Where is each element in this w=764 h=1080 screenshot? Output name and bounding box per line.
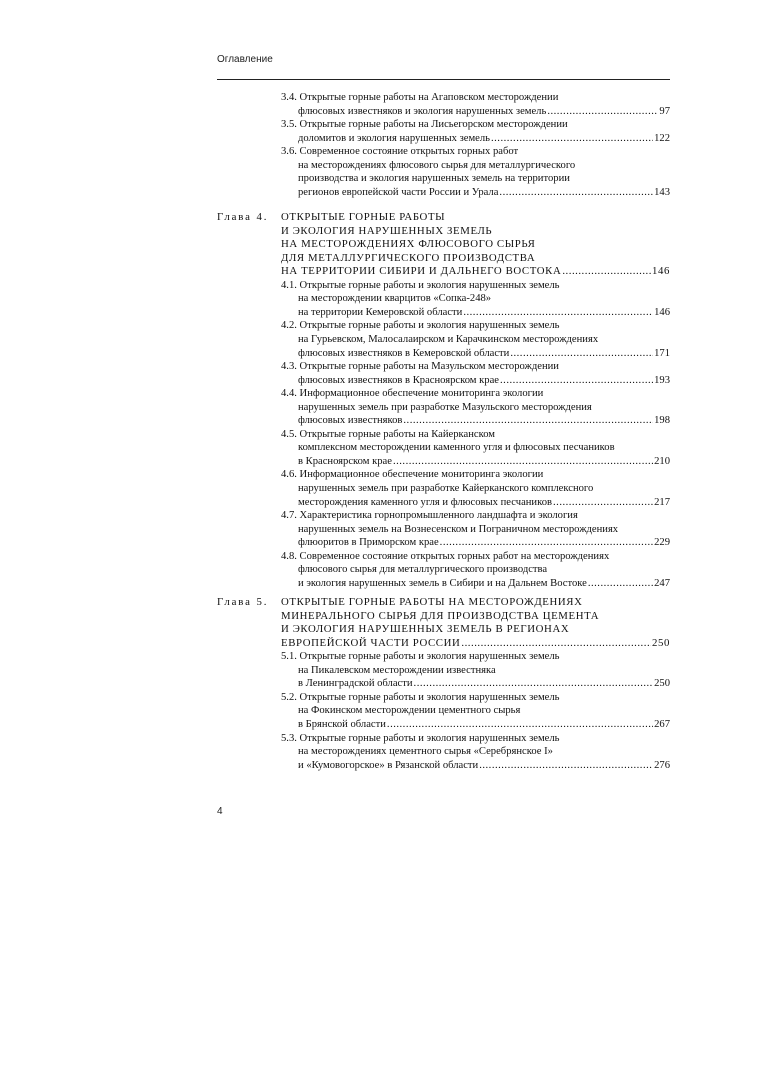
toc-line-text: 4.7. Характеристика горнопромышленного ландшафта и экология <box>281 510 578 522</box>
toc-entry-text: флюсовых известняков <box>298 415 403 427</box>
page-number: 4 <box>217 806 223 817</box>
toc-entry-link[interactable] <box>298 718 670 731</box>
toc-entry-link[interactable] <box>298 455 670 468</box>
dot-leader <box>463 306 653 319</box>
toc-line <box>281 360 559 373</box>
toc-line <box>281 428 495 441</box>
toc-line-text: МИНЕРАЛЬНОГО СЫРЬЯ ДЛЯ ПРОИЗВОДСТВА ЦЕМЕНТА <box>281 609 600 622</box>
toc-page-number: 143 <box>654 186 670 198</box>
toc-entry-link[interactable] <box>298 536 670 549</box>
toc-line-text: И ЭКОЛОГИЯ НАРУШЕННЫХ ЗЕМЕЛЬ <box>281 224 493 237</box>
toc-page-number: 97 <box>659 105 670 117</box>
toc-line <box>298 441 615 454</box>
toc-line <box>298 292 491 305</box>
toc-line <box>298 704 520 717</box>
toc-line-text: 4.1. Открытые горные работы и экология нарушенных земель <box>281 279 560 291</box>
toc-entry-text: флюсовых известняков в Кемеровской области <box>298 347 510 359</box>
toc-line <box>298 523 618 536</box>
toc-entry-text: НА ТЕРРИТОРИИ СИБИРИ И ДАЛЬНЕГО ВОСТОКА <box>281 265 562 278</box>
toc-line <box>281 596 583 609</box>
toc-entry-text: флюоритов в Приморском крае <box>298 537 439 549</box>
toc-line <box>298 563 547 576</box>
toc-entry-link[interactable] <box>281 637 670 650</box>
toc-page-number: 146 <box>652 265 670 278</box>
toc-line-text: ДЛЯ МЕТАЛЛУРГИЧЕСКОГО ПРОИЗВОДСТВА <box>281 251 536 264</box>
toc-page-number: 122 <box>654 132 670 144</box>
toc-line <box>298 482 593 495</box>
toc-line <box>281 279 559 292</box>
toc-line-text: на Гурьевском, Малосалаирском и Карачкинском месторождениях <box>298 333 599 345</box>
dot-leader <box>414 677 654 690</box>
dot-leader <box>553 496 653 509</box>
toc-line <box>298 333 598 346</box>
toc-line <box>298 401 592 414</box>
toc-entry-text: флюсовых известняков и экология нарушенных земель <box>298 105 547 117</box>
toc-line-text: на месторождениях флюсового сырья для металлургического <box>298 159 576 171</box>
toc-page-number: 198 <box>654 415 670 427</box>
toc-line-text: 4.5. Открытые горные работы на Кайерканском <box>281 428 496 440</box>
toc-entry-text: и экология нарушенных земель в Сибири и на Дальнем Востоке <box>298 577 587 589</box>
toc-entry-text: и «Кумовогорское» в Рязанской области <box>298 759 479 771</box>
toc-entry-link[interactable] <box>281 265 670 278</box>
toc-line-text: нарушенных земель при разработке Мазульского месторождения <box>298 401 592 413</box>
toc-entry-link[interactable] <box>298 414 670 427</box>
dot-leader <box>387 718 653 731</box>
chapter-label: Глава 5. <box>217 596 269 608</box>
toc-line-text: производства и экология нарушенных земель на территории <box>298 173 570 185</box>
toc-line <box>281 610 599 623</box>
toc-entry-link[interactable] <box>298 347 670 360</box>
toc-line <box>281 732 559 745</box>
toc-line-text: 5.2. Открытые горные работы и экология нарушенных земель <box>281 691 560 703</box>
toc-line <box>281 550 609 563</box>
dot-leader <box>499 186 653 199</box>
toc-page-number: 247 <box>654 577 670 589</box>
toc-entry-text: доломитов и экология нарушенных земель <box>298 132 490 144</box>
toc-line-text: 4.4. Информационное обеспечение мониторинга экологии <box>281 388 544 400</box>
dot-leader <box>562 265 651 278</box>
toc-line-text: 3.4. Открытые горные работы на Агаповском месторождении <box>281 92 559 103</box>
toc-line <box>298 172 570 185</box>
dot-leader <box>479 759 653 772</box>
toc-entry-link[interactable] <box>298 105 670 118</box>
toc-line-text: на Пикалевском месторождении известняка <box>298 664 496 676</box>
toc-line <box>281 387 543 400</box>
toc-line <box>281 118 568 131</box>
toc-entry-link[interactable] <box>298 496 670 509</box>
toc-line-text: флюсового сырья для металлургического производства <box>298 564 548 576</box>
toc-line-text: 5.3. Открытые горные работы и экология нарушенных земель <box>281 732 560 744</box>
dot-leader <box>491 132 653 145</box>
toc-line-text: на месторождениях цементного сырья «Серебрянское I» <box>298 746 553 758</box>
toc-line <box>281 225 492 238</box>
toc-entry-link[interactable] <box>298 759 670 772</box>
toc-line-text: 5.1. Открытые горные работы и экология нарушенных земель <box>281 651 560 663</box>
toc-line <box>281 145 518 158</box>
dot-leader <box>588 577 653 590</box>
toc-line <box>281 238 535 251</box>
toc-page-number: 267 <box>654 718 670 730</box>
toc-entry-link[interactable] <box>298 677 670 690</box>
toc-line <box>281 211 445 224</box>
dot-leader <box>510 347 653 360</box>
toc-line <box>281 691 559 704</box>
toc-line <box>281 509 578 522</box>
toc-line-text: ОТКРЫТЫЕ ГОРНЫЕ РАБОТЫ <box>281 211 446 223</box>
toc-entry-link[interactable] <box>298 306 670 319</box>
toc-entry-text: в Ленинградской области <box>298 678 413 690</box>
toc-line-text: 4.8. Современное состояние открытых горных работ на месторождениях <box>281 550 610 562</box>
toc-line-text: 4.3. Открытые горные работы на Мазульском месторождении <box>281 361 559 373</box>
toc-line-text: ОТКРЫТЫЕ ГОРНЫЕ РАБОТЫ НА МЕСТОРОЖДЕНИЯХ <box>281 596 583 608</box>
toc-line-text: комплексном месторождении каменного угля и флюсовых песчаников <box>298 442 615 454</box>
toc-entry-link[interactable] <box>298 132 670 145</box>
toc-entry-text: месторождения каменного угля и флюсовых песчаников <box>298 496 553 508</box>
toc-line <box>281 650 559 663</box>
toc-line-text: 3.5. Открытые горные работы на Лисьегорском месторождении <box>281 119 568 131</box>
dot-leader <box>393 455 653 468</box>
toc-line <box>281 91 558 104</box>
toc-line <box>281 468 543 481</box>
toc-entry-link[interactable] <box>298 577 670 590</box>
toc-entry-text: в Красноярском крае <box>298 455 392 467</box>
toc-page-number: 146 <box>654 306 670 318</box>
dot-leader <box>461 637 651 650</box>
toc-entry-text: ЕВРОПЕЙСКОЙ ЧАСТИ РОССИИ <box>281 636 461 649</box>
dot-leader <box>500 374 653 387</box>
toc-entry-link[interactable] <box>298 186 670 199</box>
toc-entry-text: регионов европейской части России и Урала <box>298 186 499 198</box>
toc-line-text: нарушенных земель на Вознесенском и Пограничном месторождениях <box>298 523 619 535</box>
toc-page-number: 193 <box>654 374 670 386</box>
dot-leader <box>440 536 653 549</box>
toc-page-number: 210 <box>654 455 670 467</box>
toc-line <box>281 623 569 636</box>
dot-leader <box>403 414 653 427</box>
toc-entry-text: флюсовых известняков в Красноярском крае <box>298 374 500 386</box>
toc-entry-text: на территории Кемеровской области <box>298 306 463 318</box>
toc-line <box>281 319 559 332</box>
toc-line-text: И ЭКОЛОГИЯ НАРУШЕННЫХ ЗЕМЕЛЬ В РЕГИОНАХ <box>281 623 570 636</box>
dot-leader <box>547 105 658 118</box>
toc-page-number: 250 <box>652 636 670 649</box>
toc-line <box>298 745 553 758</box>
chapter-label: Глава 4. <box>217 211 269 223</box>
toc-page-number: 171 <box>654 347 670 359</box>
toc-page-number: 250 <box>654 678 670 690</box>
toc-line-text: 3.6. Современное состояние открытых горных работ <box>281 146 519 158</box>
toc-line-text: 4.6. Информационное обеспечение мониторинга экологии <box>281 469 544 481</box>
toc-page-number: 276 <box>654 759 670 771</box>
toc-line-text: на Фокинском месторождении цементного сырья <box>298 705 521 717</box>
toc-page-number: 217 <box>654 496 670 508</box>
header-rule <box>217 79 670 80</box>
toc-line <box>298 159 575 172</box>
toc-line-text: 4.2. Открытые горные работы и экология нарушенных земель <box>281 320 560 332</box>
toc-entry-text: в Брянской области <box>298 718 386 730</box>
toc-line-text: на месторождении кварцитов «Сопка-248» <box>298 293 492 305</box>
toc-entry-link[interactable] <box>298 374 670 387</box>
page-header-title: Оглавление <box>217 54 273 65</box>
toc-line-text: НА МЕСТОРОЖДЕНИЯХ ФЛЮСОВОГО СЫРЬЯ <box>281 238 536 251</box>
toc-page-number: 229 <box>654 537 670 549</box>
toc-line <box>298 664 496 677</box>
toc-line <box>281 252 535 265</box>
toc-line-text: нарушенных земель при разработке Кайерканского комплексного <box>298 483 594 494</box>
